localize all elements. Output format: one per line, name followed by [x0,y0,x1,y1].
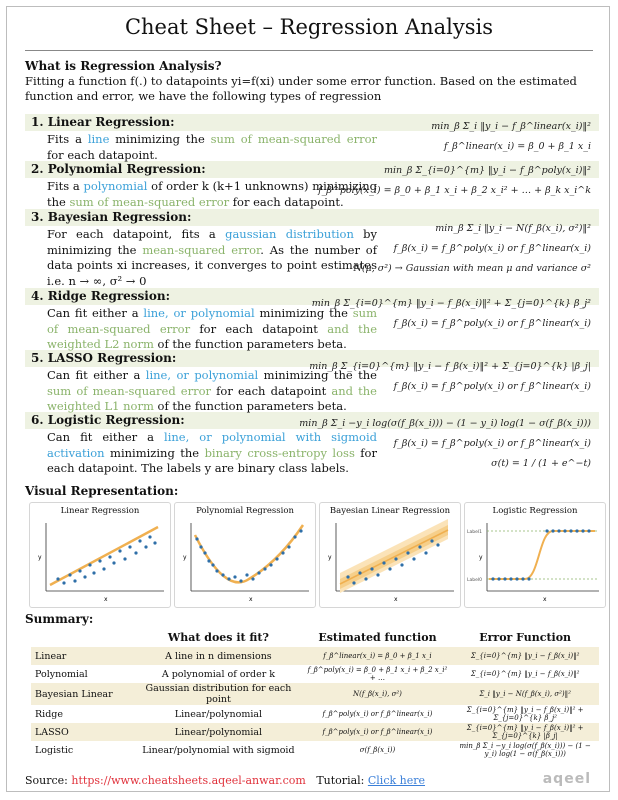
source-label: Source: [25,774,68,787]
section-body-segment: Can fit either a [47,368,146,382]
section-title: 4. Ridge Regression: [31,289,171,303]
summary-cell: A line in n dimensions [133,647,303,665]
summary-header-cell: What does it fit? [167,631,269,644]
y-tick-top: Label1 [467,530,483,535]
summary-heading: Summary: [25,612,94,626]
plot-bayesian [319,502,461,608]
section-formulas [318,161,591,201]
summary-cell: N(f_β(x_i), σ²) [304,683,452,705]
section-body-segment: for each datapoint. [47,147,158,162]
section-body-segment: sum of mean-squared error [47,306,377,336]
y-axis-label: y [479,554,483,561]
summary-cell: Σ_{i=0}^{m} ‖y_i − f_β(x_i)‖² + Σ_{j=0}^{k} β_j² [466,706,584,722]
section-body-segment: sum of mean-squared error [69,194,230,209]
section-title: 1. Linear Regression: [31,115,175,129]
formula-line: min_β Σ_i ‖y_i − f_β^linear(x_i)‖² [431,121,591,132]
section-body-segment: polynomial [83,179,148,193]
section-formulas [431,117,591,157]
tutorial-label: Tutorial: [316,774,365,787]
summary-header-cell: Error Function [479,631,572,644]
section-body-segment: Fits a [47,179,84,193]
summary-cell: Σ_{i=0}^{m} ‖y_i − f_β(x_i)‖² + Σ_{j=0}^{k} |β_j| [451,723,599,741]
y-tick-bottom: Label0 [467,578,483,583]
page-title: Cheat Sheet – Regression Analysis [124,15,494,39]
summary-cell: Linear/polynomial [174,708,263,720]
summary-row [31,741,599,759]
summary-cell: LASSO [31,723,133,741]
section-body-segment: mean-squared error [142,242,261,257]
summary-cell: Σ_{i=0}^{m} ‖y_i − f_β(x_i)‖² [470,670,580,678]
section-formulas [312,294,591,334]
section-body-segment: Can fit either a [47,306,144,320]
summary-cell: Bayesian Linear [31,683,133,705]
formula-line: min_β Σ_i ‖y_i − N(f_β(x_i), σ²)‖² [435,223,591,234]
section-body-segment: minimizing the [254,306,353,320]
section-body-segment: Fits a [47,132,88,146]
plot-title: Polynomial Regression [196,506,294,516]
plot-linear [29,502,171,608]
section-body-segment: minimizing the [104,445,205,460]
formula-line: σ(t) = 1 / (1 + e^−t) [491,458,591,469]
source-link[interactable]: https://www.cheatsheets.aqeel-anwar.com [71,774,306,787]
summary-cell: Polynomial [35,668,88,680]
formula-line: min_β Σ_{i=0}^{m} ‖y_i − f_β(x_i)‖² + Σ_{j=0}^{k} |β_j| [309,361,591,372]
section-body-segment: line [87,132,110,146]
x-axis-label: x [249,596,253,603]
formula-line: f_β^linear(x_i) = β_0 + β_1 x_i [443,141,591,152]
summary-cell: Σ_i ‖y_i − N(f_β(x_i), σ²)‖² [451,683,599,705]
section-body-segment: minimizing the the [258,368,377,382]
y-axis-label: y [38,554,42,561]
summary-header-cell: Estimated function [318,631,437,644]
section-body-segment: line, or polynomial with sigmoid activation [47,430,377,460]
section-title: 6. Logistic Regression: [31,413,185,427]
summary-cell: σ(f_β(x_i)) [359,746,396,754]
summary-row [31,705,599,723]
section-body-segment: for each datapoint. [229,194,344,209]
section-formulas [299,414,591,474]
section-body-segment: binary cross-entropy loss [204,445,355,460]
section-body-segment: for each datapoint [211,383,332,398]
cheat-sheet-page [6,6,610,792]
plot-title: Linear Regression [60,506,140,516]
formula-line: f_β(x_i) = f_β^poly(x_i) or f_β^linear(x_i) [393,318,591,329]
formula-line: f_β(x_i) = f_β^poly(x_i) or f_β^linear(x_i) [393,381,591,392]
formula-line: f_β^poly(x_i) = β_0 + β_1 x_i + β_2 x_i² + … + β_k x_i^k [318,185,591,196]
section-body-segment: line, or polynomial [145,368,259,382]
y-axis-label: y [328,554,332,561]
summary-cell: Logistic [35,744,74,756]
section-body-segment: minimizing the [109,132,211,146]
formula-line: min_β Σ_{i=0}^{m} ‖y_i − f_β^poly(x_i)‖² [383,165,591,176]
section-body-segment: for each datapoint. The labels y are binary class labels. [47,445,377,475]
section-title: 5. LASSO Regression: [31,351,177,365]
summary-table [31,628,599,759]
logistic-plot-graphic [465,517,605,605]
section-body [47,132,377,163]
title-divider [25,50,593,51]
section-body-segment: of order k (k+1 unknowns) minimizing the [47,179,377,209]
summary-row [31,723,599,741]
x-axis-label: x [104,596,108,603]
section-body-segment: sum of mean-squared error [210,132,377,146]
section-body-segment: of the function parameters beta. [153,399,347,413]
summary-cell: Linear/polynomial with sigmoid [142,744,295,756]
x-axis-label: x [543,596,547,603]
bayesian-plot-graphic [320,517,460,605]
summary-header-row [31,628,599,647]
section-body [47,227,377,289]
section-body-segment: by minimizing the [47,227,378,257]
intro-text: Fitting a function f(.) to datapoints yi=f(xi) under some error function. Based on the estimated function and error, we have the following types of regression [25,74,577,103]
summary-cell: Gaussian distribution for each point [133,683,303,705]
summary-cell: f_β^linear(x_i) = β_0 + β_1 x_i [304,647,452,665]
visual-heading: Visual Representation: [25,484,179,498]
x-axis-label: x [394,596,398,603]
brand-logo: aqeel [542,771,591,787]
summary-cell: Linear [31,647,133,665]
y-axis-label: y [183,554,187,561]
summary-cell: f_β^poly(x_i) or f_β^linear(x_i) [304,723,452,741]
section-formulas [309,357,591,397]
section-title: 3. Bayesian Regression: [31,210,192,224]
summary-cell: Σ_{i=0}^{m} ‖y_i − f_β(x_i)‖² [451,647,599,665]
summary-cell: f_β^poly(x_i) or f_β^linear(x_i) [322,710,433,718]
plot-logistic [464,502,606,608]
section-body-segment: Can fit either a [47,430,165,444]
summary-cell: Ridge [35,708,63,720]
summary-cell: min_β Σ_i −y_i log(σ(f_β(x_i))) − (1 − y_i) log(1 − σ(f_β(x_i))) [459,742,591,758]
formula-line: N(μ, σ²) → Gaussian with mean μ and variance σ² [353,263,591,274]
summary-cell: Linear/polynomial [133,723,303,741]
summary-row [31,665,599,683]
section-title: 2. Polynomial Regression: [31,162,206,176]
summary-row [31,683,599,705]
section-body-segment: sum of mean-squared error [47,383,212,398]
summary-cell: A polynomial of order k [161,668,276,680]
section-body-segment: . As the number of data points xi increases, it converges to point estimates i.e. n → ∞, σ² → 0 [47,242,377,288]
tutorial-link[interactable]: Click here [367,774,426,787]
intro-heading: What is Regression Analysis? [25,59,222,73]
section-body-segment: line, or polynomial [143,306,255,320]
section-formulas [354,219,591,279]
section-body-segment: and the weighted L1 norm [47,383,377,413]
formula-line: f_β(x_i) = f_β^poly(x_i) or f_β^linear(x_i) [393,243,591,254]
section-body-segment: For each datapoint, fits a [47,227,226,241]
plot-polynomial [174,502,316,608]
summary-cell: f_β^poly(x_i) = β_0 + β_1 x_i + β_2 x_i² + … [307,666,448,682]
formula-line: min_β Σ_{i=0}^{m} ‖y_i − f_β(x_i)‖² + Σ_{j=0}^{k} β_j² [311,298,591,309]
section-body-segment: and the weighted L2 norm [47,321,378,351]
summary-row [31,647,599,665]
plot-title: Logistic Regression [492,506,578,516]
section-body-segment: of the function parameters beta. [153,337,347,351]
summary-header-cell [31,628,133,647]
plot-title: Bayesian Linear Regression [329,506,451,516]
section-body-segment: gaussian distribution [225,227,354,241]
formula-line: min_β Σ_i −y_i log(σ(f_β(x_i))) − (1 − y_i) log(1 − σ(f_β(x_i))) [299,418,591,429]
polynomial-plot-graphic [175,517,315,605]
formula-line: f_β(x_i) = f_β^poly(x_i) or f_β^linear(x_i) [393,438,591,449]
footer [25,774,425,787]
section-body-segment: for each datapoint [190,321,328,336]
linear-plot-graphic [30,517,170,605]
